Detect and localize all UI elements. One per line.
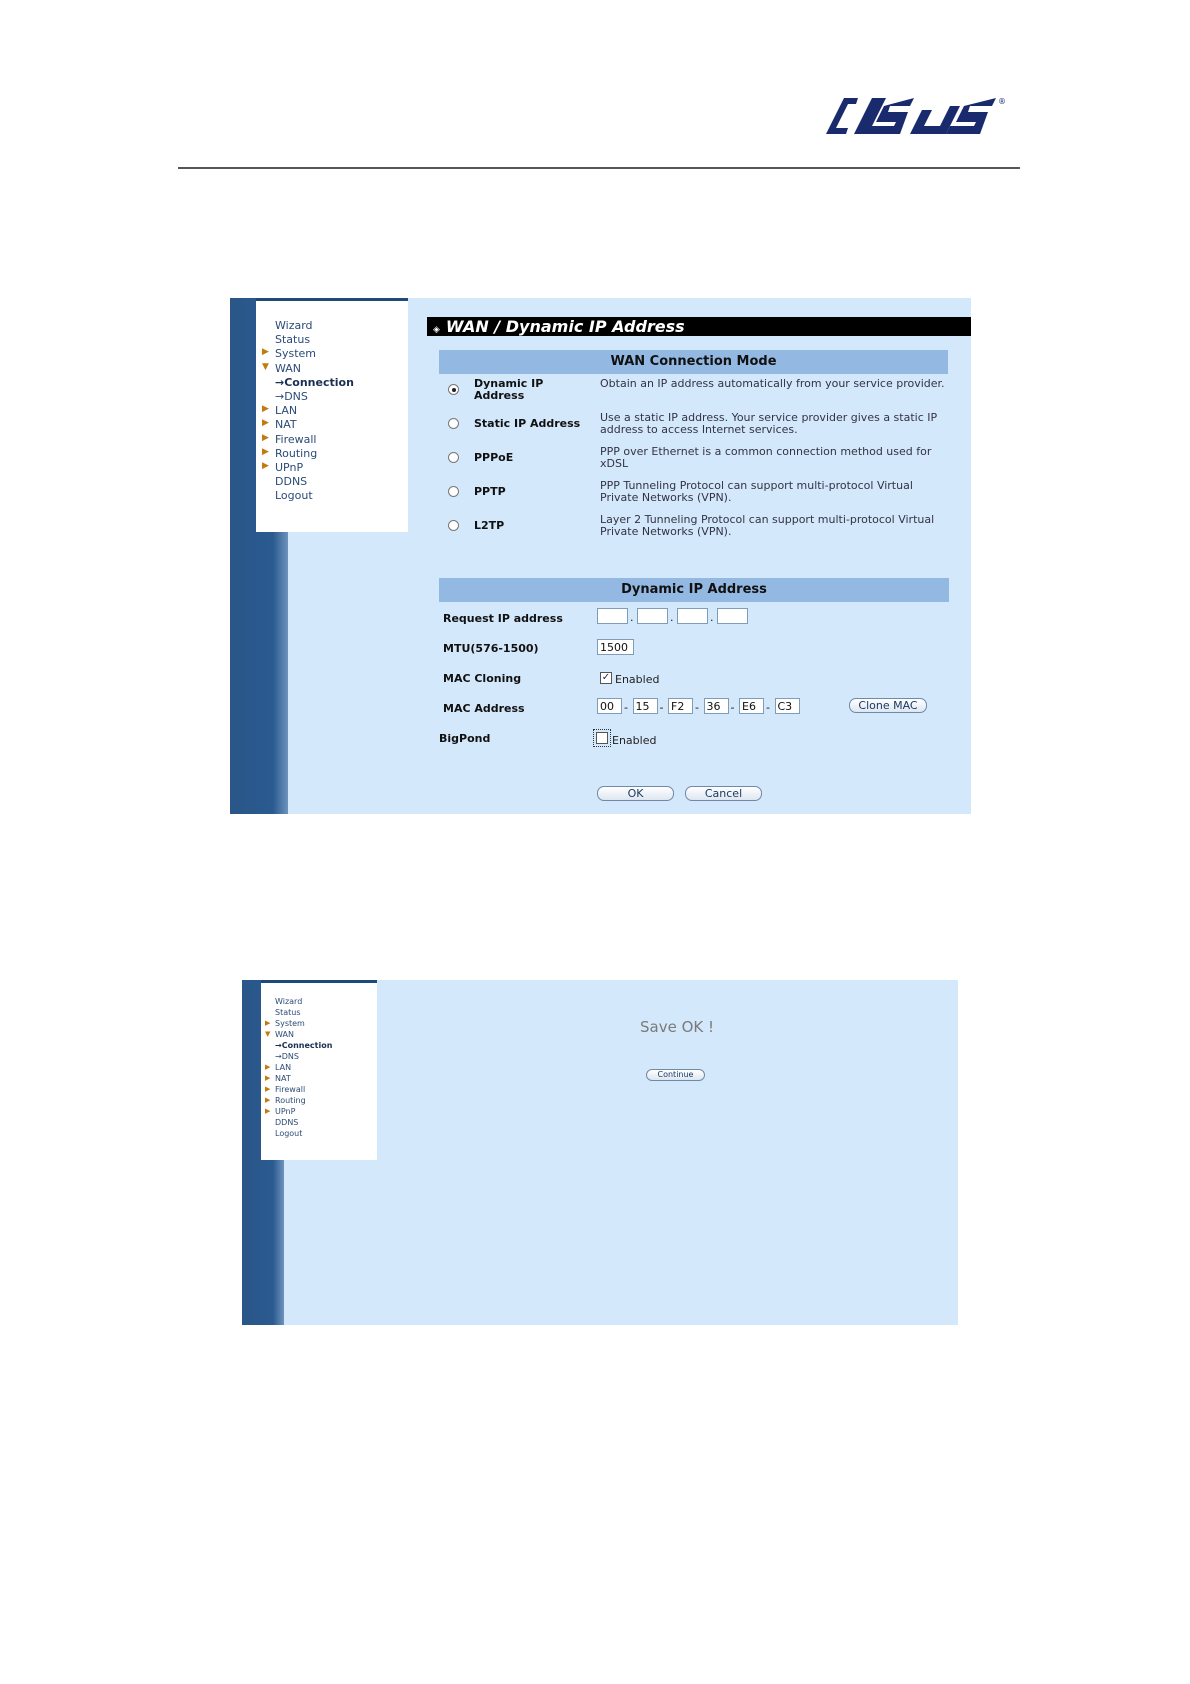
mode-name: Static IP Address: [474, 417, 581, 430]
mode-radio-dynamic-ip-address[interactable]: [448, 384, 459, 395]
mac-cloning-checkbox[interactable]: ✓: [601, 672, 611, 683]
sidebar-item-ddns[interactable]: DDNS: [275, 475, 308, 489]
sidebar-item-system[interactable]: System: [275, 347, 317, 361]
sidebar-item-lan[interactable]: LAN: [275, 1063, 292, 1072]
mode-name: L2TP: [474, 519, 505, 532]
ip-separator: .: [710, 611, 714, 624]
request-ip-octet-1[interactable]: [597, 608, 628, 624]
sidebar-item-nat[interactable]: NAT: [275, 1074, 291, 1083]
mac-separator: -: [624, 701, 628, 714]
mtu-label: MTU(576-1500): [443, 642, 539, 655]
sidebar-item-logout[interactable]: Logout: [275, 1129, 303, 1138]
sidebar-item-wan[interactable]: WAN: [275, 361, 302, 375]
mode-description: Obtain an IP address automatically from your service provider.: [600, 377, 945, 390]
mode-name: PPPoE: [474, 451, 514, 464]
sidebar-item-system[interactable]: System: [275, 1019, 305, 1028]
mac-cloning-enabled-label: Enabled: [615, 673, 660, 686]
ok-button[interactable]: OK: [597, 786, 674, 801]
mac-separator: -: [766, 701, 770, 714]
sidebar-item-status[interactable]: Status: [275, 1008, 301, 1017]
sidebar-item-upnp[interactable]: UPnP: [275, 1107, 296, 1116]
sidebar-item-firewall[interactable]: Firewall: [275, 1085, 306, 1094]
request-ip-octet-4[interactable]: [717, 608, 748, 624]
save-ok-message: Save OK !: [640, 1018, 715, 1036]
sidebar-item-routing[interactable]: Routing: [275, 446, 318, 460]
collapsed-arrow-icon: ▶: [265, 1063, 271, 1071]
bullet-icon: ◈: [433, 325, 440, 335]
expanded-arrow-icon: ▼: [265, 1030, 271, 1038]
mode-description: Layer 2 Tunneling Protocol can support multi-protocol Virtual Private Networks (VPN).: [600, 513, 935, 538]
sidebar-item-connection[interactable]: →Connection: [275, 1041, 333, 1050]
bigpond-checkbox[interactable]: [596, 732, 608, 744]
sidebar-item-dns[interactable]: →DNS: [275, 1052, 299, 1061]
collapsed-arrow-icon: ▶: [265, 1096, 271, 1104]
bigpond-enabled-label: Enabled: [612, 734, 657, 747]
mode-description: PPP Tunneling Protocol can support multi-protocol Virtual Private Networks (VPN).: [600, 479, 913, 504]
mac-octet-2[interactable]: 15: [633, 698, 658, 714]
bigpond-label: BigPond: [439, 732, 491, 745]
collapsed-arrow-icon: ▶: [262, 404, 269, 415]
sidebar-item-status[interactable]: Status: [275, 333, 311, 347]
mac-separator: -: [659, 701, 664, 714]
mode-radio-pppoe[interactable]: [448, 452, 459, 463]
sidebar-item-wizard[interactable]: Wizard: [275, 319, 313, 332]
mac-octet-1[interactable]: 00: [597, 698, 622, 714]
continue-button[interactable]: Continue: [646, 1069, 705, 1081]
sidebar-item-wan[interactable]: WAN: [275, 1030, 294, 1039]
mode-radio-pptp[interactable]: [448, 486, 459, 497]
request-ip-label: Request IP address: [443, 612, 563, 625]
cancel-button[interactable]: Cancel: [685, 786, 762, 801]
sidebar-item-upnp[interactable]: UPnP: [275, 461, 304, 474]
collapsed-arrow-icon: ▶: [262, 418, 269, 429]
header-divider: [178, 167, 1020, 169]
sidebar-item-firewall[interactable]: Firewall: [275, 432, 317, 446]
mode-description: Use a static IP address. Your service provider gives a static IP address to access Internet services.: [600, 411, 938, 436]
dynamic-ip-header: Dynamic IP Address: [439, 578, 949, 602]
collapsed-arrow-icon: ▶: [265, 1074, 271, 1082]
mode-radio-static-ip-address[interactable]: [448, 418, 459, 429]
collapsed-arrow-icon: ▶: [262, 432, 269, 443]
sidebar-nav: [261, 980, 377, 1160]
request-ip-octet-2[interactable]: [637, 608, 668, 624]
sidebar-item-connection[interactable]: →Connection: [275, 375, 354, 389]
page-title: ◈ WAN / Dynamic IP Address: [427, 317, 971, 336]
router-config-screenshot-save: [240, 980, 958, 1325]
sidebar-item-ddns[interactable]: DDNS: [275, 1118, 299, 1127]
sidebar-nav: [256, 298, 408, 532]
collapsed-arrow-icon: ▶: [265, 1085, 271, 1093]
collapsed-arrow-icon: ▶: [262, 461, 269, 471]
mac-address-label: MAC Address: [443, 702, 525, 715]
ip-separator: .: [670, 611, 674, 624]
mac-octet-3[interactable]: F2: [668, 698, 693, 714]
mode-description: PPP over Ethernet is a common connection method used for xDSL: [600, 445, 932, 470]
sidebar-item-dns[interactable]: →DNS: [275, 390, 308, 403]
mac-cloning-label: MAC Cloning: [443, 672, 522, 685]
request-ip-octet-3[interactable]: [677, 608, 708, 624]
mac-separator: -: [695, 701, 699, 714]
mode-radio-l2tp[interactable]: [448, 520, 459, 531]
sidebar-item-wizard[interactable]: Wizard: [275, 997, 303, 1006]
sidebar-item-routing[interactable]: Routing: [275, 1096, 306, 1105]
mac-octet-5[interactable]: E6: [739, 698, 764, 714]
asus-logo: [818, 92, 1008, 140]
mtu-input[interactable]: 1500: [597, 639, 634, 655]
collapsed-arrow-icon: ▶: [262, 347, 269, 358]
trademark: ®: [998, 97, 1006, 106]
collapsed-arrow-icon: ▶: [265, 1107, 271, 1115]
clone-mac-button[interactable]: Clone MAC: [849, 698, 927, 713]
collapsed-arrow-icon: ▶: [262, 446, 269, 457]
sidebar-item-lan[interactable]: LAN: [275, 404, 298, 418]
mac-octet-4[interactable]: 36: [704, 698, 729, 714]
ip-separator: .: [630, 611, 634, 624]
sidebar-item-nat[interactable]: NAT: [275, 418, 297, 432]
mac-octet-6[interactable]: C3: [775, 698, 800, 714]
collapsed-arrow-icon: ▶: [265, 1019, 271, 1027]
router-config-screenshot-wan: [228, 298, 971, 814]
mode-name: PPTP: [474, 485, 506, 498]
mac-separator: -: [730, 701, 735, 714]
expanded-arrow-icon: ▼: [262, 361, 269, 372]
mode-name: Dynamic IP Address: [474, 377, 544, 402]
wan-connection-mode-header: WAN Connection Mode: [439, 350, 948, 374]
sidebar-item-logout[interactable]: Logout: [275, 489, 313, 503]
